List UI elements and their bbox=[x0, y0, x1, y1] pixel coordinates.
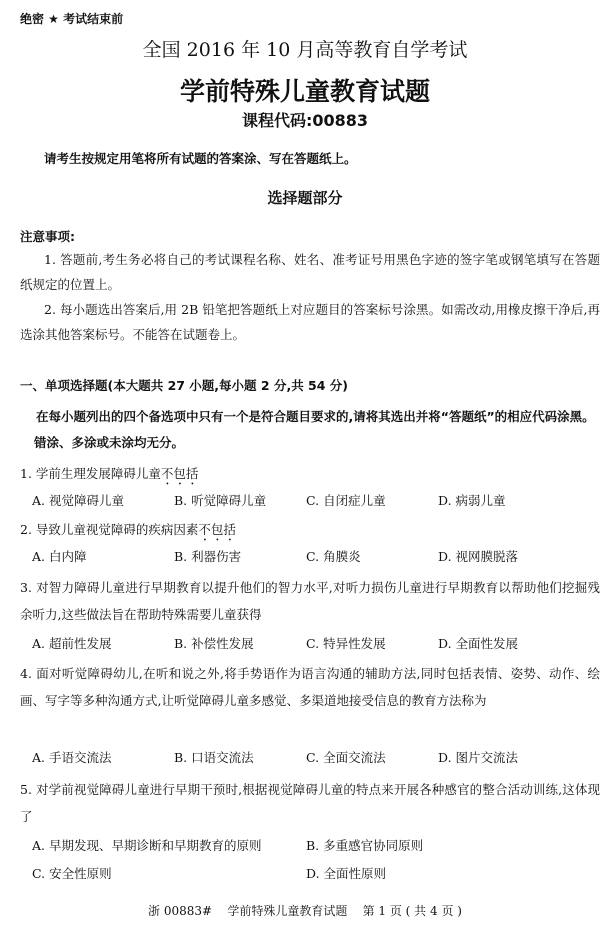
notice-item: 1. 答题前,考生务必将自己的考试课程名称、姓名、准考证号用黑色字迹的签字笔或钢笔填写在答题纸规定的位置上。 bbox=[20, 252, 600, 292]
stem-emphasis: 不包括 bbox=[160, 466, 199, 481]
course-code: 课程代码:00883 bbox=[241, 111, 369, 130]
option[interactable]: C. 安全性原则 bbox=[32, 866, 112, 881]
option[interactable]: A. 手语交流法 bbox=[32, 750, 112, 765]
options-row bbox=[32, 634, 602, 656]
option[interactable]: B. 听觉障碍儿童 bbox=[174, 493, 267, 508]
option[interactable]: C. 特异性发展 bbox=[306, 636, 386, 651]
option[interactable]: D. 图片交流法 bbox=[438, 750, 519, 765]
page-footer: 浙 00883# 学前特殊儿童教育试题 第 1 页 ( 共 4 页 ) bbox=[148, 904, 462, 918]
option[interactable]: D. 全面性原则 bbox=[306, 866, 387, 881]
notice-item: 2. 每小题选出答案后,用 2B 铅笔把答题纸上对应题目的答案标号涂黑。如需改动,用橡皮擦干净后,再选涂其他答案标号。不能答在试题卷上。 bbox=[20, 302, 600, 342]
option[interactable]: D. 全面性发展 bbox=[438, 636, 519, 651]
stem-text: 1. 学前生理发展障碍儿童 bbox=[20, 466, 161, 481]
exam-title: 全国 2016 年 10 月高等教育自学考试 bbox=[142, 39, 468, 61]
question-stem bbox=[20, 516, 600, 544]
options-row bbox=[32, 547, 602, 569]
question-stem bbox=[20, 460, 600, 488]
option[interactable]: D. 视网膜脱落 bbox=[438, 549, 519, 564]
option[interactable]: B. 补偿性发展 bbox=[174, 636, 254, 651]
option[interactable]: A. 早期发现、早期诊断和早期教育的原则 bbox=[32, 838, 262, 853]
paper-title: 学前特殊儿童教育试题 bbox=[179, 77, 430, 106]
section-heading: 选择题部分 bbox=[267, 189, 343, 207]
question-stem: 3. 对智力障碍儿童进行早期教育以提升他们的智力水平,对听力损伤儿童进行早期教育以帮助他们挖掘残余听力,这些做法旨在帮助特殊需要儿童获得 bbox=[20, 580, 600, 622]
options-row bbox=[32, 491, 602, 513]
option[interactable]: D. 病弱儿童 bbox=[438, 493, 506, 508]
part-heading: 一、单项选择题(本大题共 27 小题,每小题 2 分,共 54 分) bbox=[20, 378, 349, 393]
option[interactable]: B. 多重感官协同原则 bbox=[306, 838, 424, 853]
options-row bbox=[32, 864, 602, 886]
question-stem: 5. 对学前视觉障碍儿童进行早期干预时,根据视觉障碍儿童的特点来开展各种感官的整合活动训练,这体现了 bbox=[20, 782, 600, 824]
option[interactable]: A. 视觉障碍儿童 bbox=[32, 493, 124, 508]
notice-heading: 注意事项: bbox=[20, 229, 75, 244]
question-stem: 4. 面对听觉障碍幼儿,在听和说之外,将手势语作为语言沟通的辅助方法,同时包括表情、姿势、动作、绘画、写字等多种沟通方式,让听觉障碍儿童多感觉、多渠道地接受信息的教育方法称为 bbox=[20, 666, 600, 708]
options-row bbox=[32, 748, 602, 770]
options-row bbox=[32, 836, 602, 858]
option[interactable]: C. 全面交流法 bbox=[306, 750, 386, 765]
option[interactable]: A. 白内障 bbox=[32, 549, 87, 564]
option[interactable]: C. 角膜炎 bbox=[306, 549, 361, 564]
part-description: 在每小题列出的四个备选项中只有一个是符合题目要求的,请将其选出并将“答题纸”的相应代码涂黑。错涂、多涂或未涂均无分。 bbox=[34, 409, 595, 450]
option[interactable]: A. 超前性发展 bbox=[32, 636, 112, 651]
option[interactable]: B. 利器伤害 bbox=[174, 549, 242, 564]
option[interactable]: C. 自闭症儿童 bbox=[306, 493, 386, 508]
option[interactable]: B. 口语交流法 bbox=[174, 750, 254, 765]
answer-instruction: 请考生按规定用笔将所有试题的答案涂、写在答题纸上。 bbox=[44, 151, 357, 166]
stem-text: 2. 导致儿童视觉障碍的疾病因素 bbox=[20, 522, 199, 537]
confidential-mark: 绝密 ★ 考试结束前 bbox=[20, 12, 124, 26]
stem-emphasis: 不包括 bbox=[198, 522, 236, 537]
